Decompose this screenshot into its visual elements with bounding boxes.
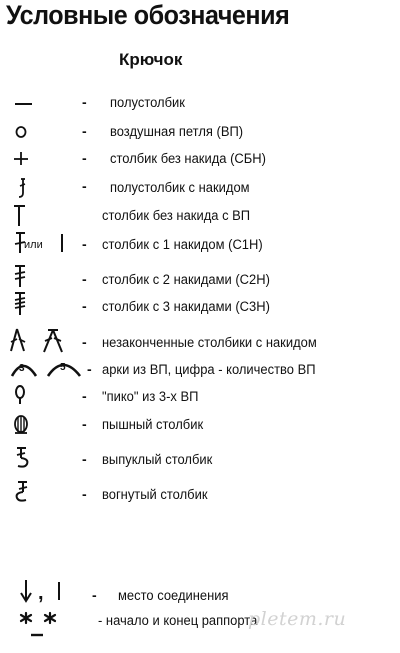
- chain-stitch-icon: [12, 123, 32, 141]
- legend-dash: -: [92, 587, 97, 603]
- legend-dash: -: [82, 416, 87, 432]
- legend-label-single-crochet: столбик без накида (СБН): [110, 151, 266, 166]
- back-post-stitch-icon: [12, 478, 34, 504]
- half-double-crochet-icon: [12, 176, 32, 200]
- legend-label-front-post-stitch: выпуклый столбик: [102, 452, 213, 467]
- puff-stitch-icon: [12, 412, 32, 436]
- watermark-text: pletem.ru: [248, 608, 347, 630]
- legend-dash: -: [82, 178, 87, 194]
- legend-dash: -: [87, 361, 92, 377]
- legend-label-treble-crochet: столбик с 2 накидами (С2Н): [102, 272, 270, 287]
- single-crochet-with-chain-icon: [10, 203, 32, 229]
- legend-dash: -: [82, 334, 87, 350]
- legend-label-triple-treble-crochet: столбик с 3 накидами (С3Н): [102, 299, 270, 314]
- half-stitch-icon: [12, 96, 38, 112]
- legend-label-chain-arch: арки из ВП, цифра - количество ВП: [102, 362, 316, 377]
- repeat-marker-icon: [16, 608, 64, 642]
- legend-label-join-point: место соединения: [118, 588, 229, 603]
- legend-dash: -: [82, 486, 87, 502]
- front-post-stitch-icon: [12, 444, 34, 470]
- join-comma: ,: [38, 582, 44, 604]
- legend-label-single-crochet-with-chain: столбик без накида с ВП: [102, 208, 251, 223]
- legend-label-puff-stitch: пышный столбик: [102, 417, 204, 432]
- legend-dash: -: [82, 150, 87, 166]
- page-title: Условные обозначения: [6, 0, 290, 30]
- legend-label-picot: "пико" из 3-х ВП: [102, 389, 199, 404]
- picot-icon: [12, 383, 30, 407]
- section-subtitle: Крючок: [119, 50, 183, 69]
- legend-label-half-stitch: полустолбик: [110, 95, 185, 110]
- legend-dash: -: [82, 451, 87, 467]
- join-point-alt-icon: [54, 580, 64, 604]
- triple-treble-crochet-icon: [10, 290, 32, 318]
- arch-number: 3: [19, 363, 25, 374]
- join-point-icon: [18, 578, 36, 606]
- legend-label-half-double-crochet: полустолбик с накидом: [110, 180, 250, 195]
- legend-dash: -: [82, 123, 87, 139]
- legend-label-unfinished-stitches: незаконченные столбики с накидом: [102, 335, 317, 350]
- legend-dash: -: [82, 236, 87, 252]
- or-text: или: [24, 239, 43, 251]
- treble-crochet-icon: [10, 263, 32, 291]
- unfinished-stitches-icon: [8, 325, 70, 355]
- legend-dash: -: [82, 94, 87, 110]
- legend-label-chain-stitch: воздушная петля (ВП): [110, 124, 244, 139]
- legend-label-repeat-marker: - начало и конец раппорта: [98, 613, 258, 628]
- single-crochet-icon: [12, 149, 32, 169]
- legend-dash: -: [82, 388, 87, 404]
- legend-dash: -: [82, 298, 87, 314]
- legend-dash: -: [82, 271, 87, 287]
- double-crochet-alt-icon: [57, 232, 67, 254]
- legend-label-back-post-stitch: вогнутый столбик: [102, 487, 208, 502]
- legend-label-double-crochet: столбик с 1 накидом (С1Н): [102, 237, 263, 252]
- arch-number: 5: [60, 362, 66, 373]
